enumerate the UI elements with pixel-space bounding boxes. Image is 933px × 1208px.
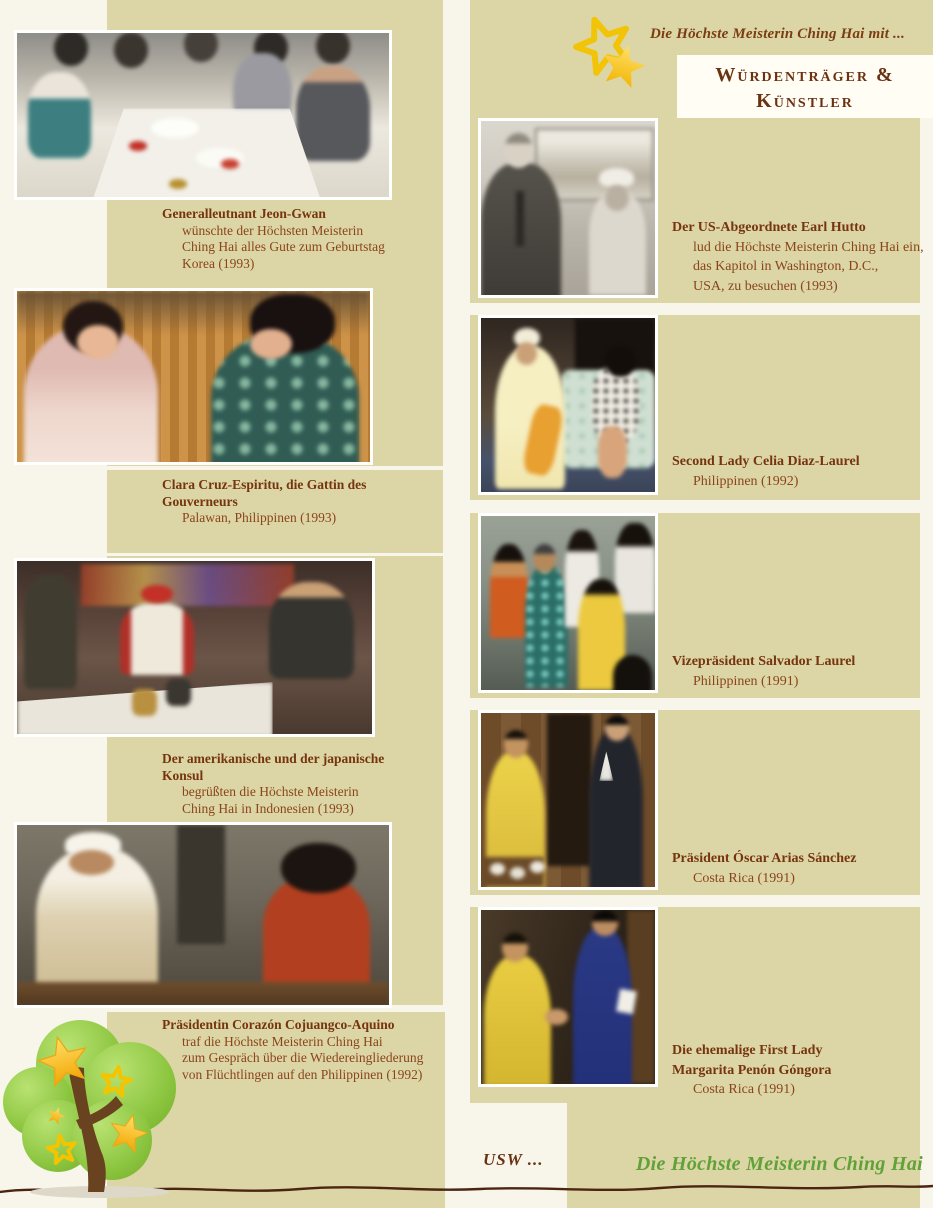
photo-corazon-aquino <box>14 822 392 1008</box>
caption-jeon-gwan: Generalleutnant Jeon-Gwan wünschte der Höchsten Meisterin Ching Hai alles Gute zum Geburtstag Korea (1993) <box>162 206 385 271</box>
footer-script: Die Höchste Meisterin Ching Hai <box>635 1153 923 1175</box>
caption-celia-diaz-laurel: Second Lady Celia Diaz-Laurel Philippinen (1992) <box>672 454 860 489</box>
photo-celia-diaz-laurel <box>478 315 658 495</box>
photo-jeon-gwan-birthday <box>14 30 392 200</box>
caption-salvador-laurel: Vizepräsident Salvador Laurel Philippinen (1991) <box>672 654 856 689</box>
page-title-line1: Würdenträger & <box>715 64 895 86</box>
caption-clara-cruz-espiritu: Clara Cruz-Espiritu, die Gattin des Gouverneurs Palawan, Philippinen (1993) <box>162 477 367 525</box>
caption-oscar-arias: Präsident Óscar Arias Sánchez Costa Rica (1991) <box>672 851 857 886</box>
photo-salvador-laurel <box>478 513 658 693</box>
caption-earl-hutto: Der US-Abgeordnete Earl Hutto lud die Höchste Meisterin Ching Hai ein, das Kapitol in Washington, D.C., USA, zu besuchen (1993) <box>672 220 924 294</box>
caption-consuls: Der amerikanische und der japanische Konsul begrüßten die Höchste Meisterin Ching Hai in Indonesien (1993) <box>162 751 385 816</box>
page-title <box>677 55 933 118</box>
photo-oscar-arias-sanchez <box>478 710 658 890</box>
caption-margarita-penon: Die ehemalige First Lady Margarita Penón Góngora Costa Rica (1991) <box>672 1043 832 1097</box>
page-title-line2: Künstler <box>756 90 854 112</box>
header-script: Die Höchste Meisterin Ching Hai mit ... <box>650 26 905 42</box>
usw-label: USW ... <box>483 1150 544 1169</box>
tree-with-stars-icon <box>0 1016 218 1208</box>
photo-american-japanese-consul <box>14 558 375 737</box>
caption-corazon-aquino: Präsidentin Corazón Cojuangco-Aquino traf die Höchste Meisterin Ching Hai zum Gespräch über die Wiedereingliederung von Flüchtlingen auf den Philippinen (1992) <box>162 1017 424 1082</box>
star-pair-icon <box>573 12 645 90</box>
photo-margarita-penon-gongora <box>478 907 658 1087</box>
photo-earl-hutto <box>478 118 658 298</box>
photo-clara-cruz-espiritu <box>14 288 373 465</box>
